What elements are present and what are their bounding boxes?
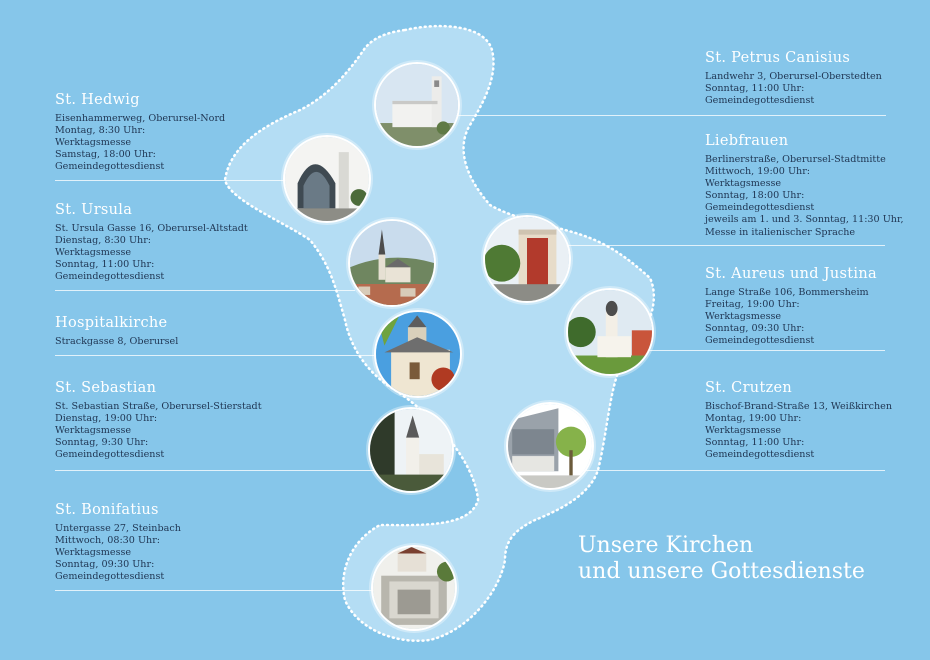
church-info-line: Werktagsmesse [55, 247, 132, 259]
connector-line [55, 290, 355, 291]
church-entry-st-sebastian [55, 380, 262, 461]
church-info-line: Werktagsmesse [705, 178, 782, 190]
headline-line-2: und unsere Gottesdienste [578, 559, 865, 584]
church-info-line: Werktagsmesse [705, 425, 782, 437]
church-info-line: Lange Straße 106, Bommersheim [705, 287, 869, 298]
church-info-line: Werktagsmesse [55, 137, 132, 149]
church-info-line: St. Sebastian Straße, Oberursel-Stierstadt [55, 401, 262, 412]
church-info-line: Sonntag, 11:00 Uhr: [705, 437, 805, 449]
church-name: Hospitalkirche [55, 315, 168, 331]
church-info-line: Sonntag, 09:30 Uhr: [705, 323, 805, 335]
church-photo-st-bonifatius [371, 545, 457, 631]
church-photo-hospitalkirche [374, 310, 462, 398]
page-headline [578, 533, 865, 585]
church-info-line: Sonntag, 18:00 Uhr: [705, 190, 805, 202]
church-info-line: Montag, 19:00 Uhr: [705, 413, 802, 425]
connector-line [570, 470, 885, 471]
church-info-line: Gemeindegottesdienst [705, 449, 815, 461]
church-entry-st-ursula [55, 202, 248, 283]
church-info-line: jeweils am 1. und 3. Sonntag, 11:30 Uhr, [705, 214, 904, 226]
church-photo-st-aureus-und-justina [566, 288, 654, 376]
church-info-line: Werktagsmesse [55, 425, 132, 437]
headline-line-1: Unsere Kirchen [578, 533, 754, 558]
connector-line [55, 470, 375, 471]
church-entry-liebfrauen [705, 133, 904, 239]
church-info-line: Dienstag, 8:30 Uhr: [55, 235, 152, 247]
church-entry-st-bonifatius [55, 502, 181, 583]
church-info-line: Untergasse 27, Steinbach [55, 523, 181, 534]
church-name: Liebfrauen [705, 133, 789, 149]
church-info-line: Sonntag, 09:30 Uhr: [55, 559, 155, 571]
church-info-line: Gemeindegottesdienst [55, 271, 165, 283]
church-info-line: Gemeindegottesdienst [705, 202, 815, 214]
church-entry-st-aureus-und-justina [705, 266, 877, 347]
connector-line [440, 115, 886, 116]
church-info-line: Freitag, 19:00 Uhr: [705, 299, 800, 311]
church-info-line: Mittwoch, 19:00 Uhr: [705, 166, 811, 178]
church-info-line: Sonntag, 11:00 Uhr: [705, 83, 805, 95]
church-info-line: Sonntag, 11:00 Uhr: [55, 259, 155, 271]
church-info-line: Gemeindegottesdienst [705, 335, 815, 347]
church-info-line: Samstag, 18:00 Uhr: [55, 149, 156, 161]
church-name: St. Crutzen [705, 380, 793, 396]
church-info-line: Berlinerstraße, Oberursel-Stadtmitte [705, 154, 886, 165]
church-info-line: Gemeindegottesdienst [55, 161, 165, 173]
connector-line [55, 180, 300, 181]
church-info-line: Dienstag, 19:00 Uhr: [55, 413, 158, 425]
church-entry-st-petrus-canisius [705, 50, 882, 107]
church-info-line: Gemeindegottesdienst [705, 95, 815, 107]
church-photo-st-sebastian [368, 407, 454, 493]
church-info-line: Messe in italienischer Sprache [705, 226, 856, 238]
church-name: St. Bonifatius [55, 502, 159, 518]
church-info-line: Montag, 8:30 Uhr: [55, 125, 146, 137]
church-name: St. Hedwig [55, 92, 140, 108]
church-entry-st-hedwig [55, 92, 225, 173]
church-photo-st-ursula [348, 219, 436, 307]
church-entry-hospitalkirche [55, 315, 178, 348]
church-info-line: Bischof-Brand-Straße 13, Weißkirchen [705, 401, 893, 412]
church-info-line: Mittwoch, 08:30 Uhr: [55, 535, 161, 547]
church-info-line: St. Ursula Gasse 16, Oberursel-Altstadt [55, 223, 248, 234]
church-info-line: Gemeindegottesdienst [55, 571, 165, 583]
church-info-line: Sonntag, 9:30 Uhr: [55, 437, 149, 449]
church-photo-st-hedwig [283, 135, 371, 223]
church-info-line: Gemeindegottesdienst [55, 449, 165, 461]
connector-line [55, 355, 385, 356]
church-info-line: Eisenhammerweg, Oberursel-Nord [55, 113, 226, 124]
church-name: St. Ursula [55, 202, 133, 218]
church-photo-liebfrauen [483, 215, 571, 303]
connector-line [55, 590, 375, 591]
church-name: St. Petrus Canisius [705, 50, 851, 66]
church-name: St. Aureus und Justina [705, 266, 877, 282]
church-info-line: Werktagsmesse [705, 311, 782, 323]
connector-line [545, 245, 885, 246]
church-info-line: Werktagsmesse [55, 547, 132, 559]
church-name: St. Sebastian [55, 380, 157, 396]
connector-line [625, 350, 885, 351]
church-info-line: Landwehr 3, Oberursel-Oberstedten [705, 71, 882, 82]
church-photo-st-crutzen [506, 402, 594, 490]
church-info-line: Strackgasse 8, Oberursel [55, 336, 179, 347]
church-photo-st-petrus-canisius [374, 62, 460, 148]
church-entry-st-crutzen [705, 380, 892, 461]
